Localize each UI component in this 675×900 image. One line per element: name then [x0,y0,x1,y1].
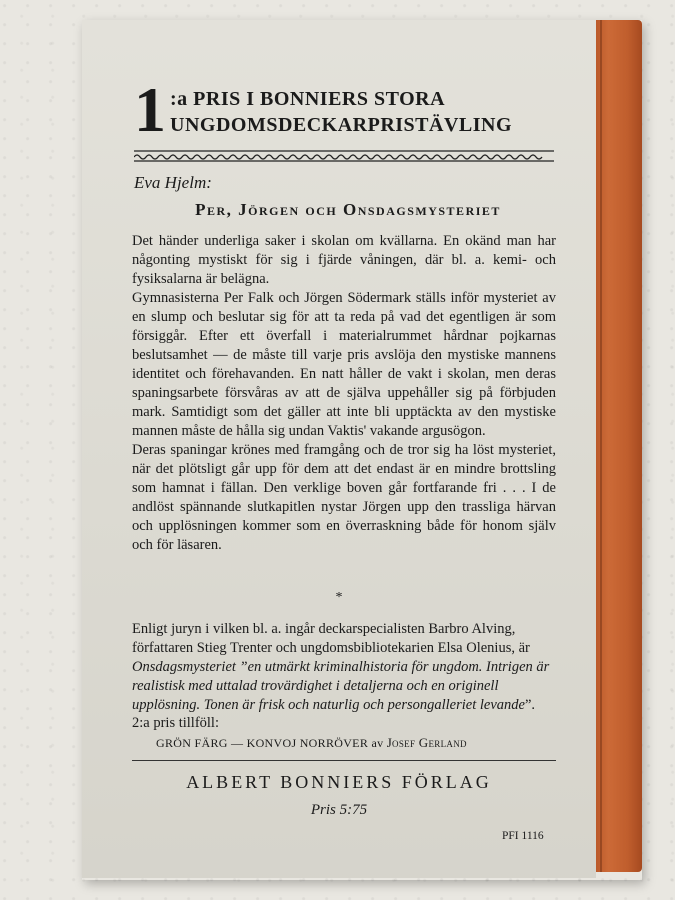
jury-book-reference: Onsdagsmysteriet [132,659,236,675]
blurb [132,232,556,555]
footer-rule [132,760,556,761]
jury-closing: ”. [524,697,536,713]
book [82,20,642,880]
wavy-divider [134,150,554,162]
section-separator: * [335,590,343,605]
book-title: Per, Jörgen och Onsdagsmysteriet [195,200,501,219]
headline-numeral: 1 [134,74,166,145]
prize-headline [134,74,554,145]
publisher: ALBERT BONNIERS FÖRLAG [186,772,492,792]
jury-statement [132,620,556,715]
headline-line-2: UNGDOMSDECKARPRISTÄVLING [170,114,513,136]
headline-line-1: :a PRIS I BONNIERS STORA [170,88,446,110]
second-prize-author: Josef Gerland [386,735,467,750]
blurb-paragraph: Gymnasisterna Per Falk och Jörgen Södermark ställs inför mysteriet av en slump och beslutar sig för att ta reda på vad det egentligen är som försiggår. Efter ett överfall i materialrummet hårdnar pojkarnas beslutsamhet — de måste till varje pris avslöja den mystiske mannens identitet och förehavanden. En natt håller de vakt i skolan, men deras spaningsarbete försvåras av att de själva uppehåller sig på förbjuden mark. Samtidigt som det gäller att inte bli upptäckta av den mystiske mannen måste de hålla sig undan Vaktis' vakande argusögon. [132,290,556,439]
book-spine [594,20,642,872]
book-author: Eva Hjelm: [134,173,212,192]
price: Pris 5:75 [310,802,368,818]
second-prize-titles: GRÖN FÄRG — KONVOJ NORRÖVER [156,736,369,750]
blurb-paragraph: Det händer underliga saker i skolan om kvällarna. En okänd man har någonting mystiskt för sig i fjärde våningen, där bl. a. kemi- och fysiksalarna är belägna. [132,233,556,287]
second-prize-label: 2:a pris tillföll: [132,715,219,731]
second-prize-by: av [371,736,384,750]
catalog-code: PFI 1116 [502,830,544,842]
jury-quote: ”en utmärkt kriminalhistoria för ungdom. Intrigen är realistisk med uttalad trovärdighet i detaljerna och en originell upplösning. Tonen är frisk och naturlig och persongalleriet levande [132,659,550,713]
blurb-paragraph: Deras spaningar krönes med framgång och de tror sig ha löst mysteriet, när det plötsligt går upp för dem att det endast är en mindre brottsling som hamnat i fällan. Den verklige boven går fortfarande fri . . . I de andlöst spännande slutkapitlen nystar Jörgen upp den trassliga härvan och upplösningen kommer som en överraskning både för honom själv och för läsaren. [132,442,556,553]
back-cover [82,20,596,878]
jury-intro: Enligt juryn i vilken bl. a. ingår deckarspecialisten Barbro Alving, författaren Stieg Trenter och ungdomsbibliotekarien Elsa Olenius, är [132,621,530,656]
second-prize-books [156,735,576,751]
